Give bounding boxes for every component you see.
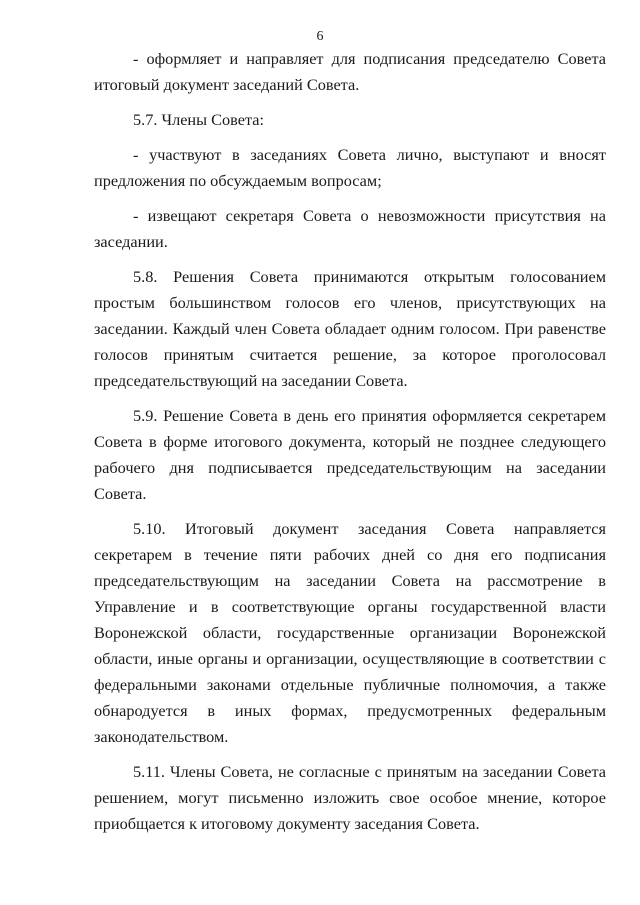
paragraph-5-8-voting: 5.8. Решения Совета принимаются открытым голосованием простым большинством голосов его членов, присутствующих на заседании. Каждый член Совета обладает одним голосом. При равенстве голосов принятым считается решение, за которое проголосовал председательствующий на заседании Совета. bbox=[94, 267, 606, 390]
paragraph-signing-duty: - оформляет и направляет для подписания председателю Совета итоговый документ заседаний Совета. bbox=[94, 49, 606, 94]
document-body bbox=[94, 45, 606, 837]
paragraph-participation-duty: - участвуют в заседаниях Совета лично, выступают и вносят предложения по обсуждаемым вопросам; bbox=[94, 145, 606, 190]
paragraph-5-10-distribution: 5.10. Итоговый документ заседания Совета направляется секретарем в течение пяти рабочих дней со дня его подписания председательствующим на заседании Совета на рассмотрение в Управление и в соответствующие органы государственной власти Воронежской области, государственные организации Воронежской области, иные органы и организации, осуществляющие в соответствии с федеральными законами отдельные публичные полномочия, а также обнародуется в иных формах, предусмотренных федеральным законодательством. bbox=[94, 519, 606, 746]
paragraph-5-11-dissent: 5.11. Члены Совета, не согласные с принятым на заседании Совета решением, могут письменно изложить свое особое мнение, которое приобщается к итоговому документу заседания Совета. bbox=[94, 762, 606, 833]
page-number: 6 bbox=[316, 29, 324, 44]
paragraph-absence-notice: - извещают секретаря Совета о невозможности присутствия на заседании. bbox=[94, 206, 606, 251]
paragraph-5-9-decision: 5.9. Решение Совета в день его принятия оформляется секретарем Совета в форме итогового документа, который не позднее следующего рабочего дня подписывается председательствующим на заседании Совета. bbox=[94, 406, 606, 503]
paragraph-5-7-heading: 5.7. Члены Совета: bbox=[133, 110, 265, 129]
